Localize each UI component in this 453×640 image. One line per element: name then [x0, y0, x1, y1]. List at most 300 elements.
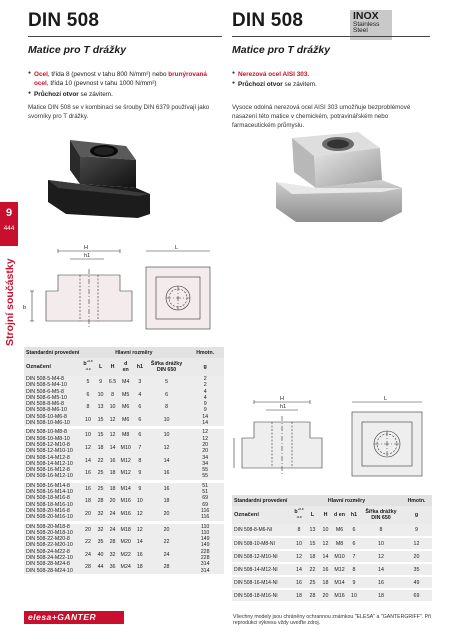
table-cell: M8 — [332, 537, 347, 550]
table-cell: 22 — [306, 563, 319, 576]
cell-value: 16 — [136, 551, 143, 558]
cell-value: 28 — [97, 498, 104, 505]
table-row — [232, 524, 432, 537]
table-cell: 15 — [306, 537, 319, 550]
table-cell-L — [95, 483, 107, 521]
table-cell-d — [119, 376, 133, 426]
bold-text: Průchozí otvor — [238, 81, 283, 89]
table-cell-L — [95, 524, 107, 574]
cell-value: M16 — [120, 498, 131, 505]
description-right: Vysoce odolná nerezová ocel AISI 303 umožňuje bezproblémové nasazení této matice v chemickém, potravinářském nebo farmaceutickém průmyslu. — [232, 104, 411, 129]
cell-value: 18 — [109, 470, 116, 477]
cell-value: 10 — [85, 416, 91, 423]
cell-value: 314 — [200, 567, 210, 574]
cell-value: M5 — [122, 391, 130, 398]
list-item — [232, 70, 430, 79]
cell-value: DIN 508-20-M16-8 — [26, 507, 70, 514]
table-cell-d — [119, 524, 133, 574]
col-g: g — [186, 358, 224, 376]
cell-value: 4 — [138, 391, 142, 398]
cell-value: 9 — [99, 379, 103, 385]
table-cell-b — [81, 524, 94, 574]
table-cell: M10 — [332, 550, 347, 563]
col-d — [332, 506, 347, 524]
table-cell: M6 — [332, 524, 347, 537]
cell-value: 12 — [109, 416, 116, 423]
cell-value: DIN 508-10-M8-10 — [26, 435, 70, 442]
col-b — [81, 358, 94, 376]
cell-value: DIN 508-18-M16-10 — [26, 501, 73, 508]
stainless-t-nut-photo — [262, 126, 412, 234]
table-cell-d — [119, 429, 133, 479]
cell-value: DIN 508-8-M6-8 — [26, 401, 64, 408]
table-cell-b — [81, 376, 94, 426]
cell-value: DIN 508-22-M20-8 — [26, 536, 70, 543]
table-cell: 12 — [361, 550, 401, 563]
table-cell: 18 — [319, 576, 332, 589]
cell-value: DIN 508-6-M5-10 — [26, 394, 67, 401]
cell-value: 6 — [138, 432, 142, 439]
cell-value: 9 — [203, 407, 207, 414]
table-cell: 14 — [292, 563, 306, 576]
col-b-label: b — [83, 361, 87, 367]
dim-label-L: L — [384, 396, 388, 402]
cell-value: 12 — [202, 429, 209, 436]
cell-value: 24 — [163, 551, 170, 558]
cell-value: 314 — [200, 561, 210, 568]
table-cell: 6 — [347, 524, 361, 537]
col-code: Označení — [232, 506, 292, 524]
cell-value: 15 — [97, 416, 104, 423]
table-cell: 12 — [319, 537, 332, 550]
cell-value: 18 — [97, 444, 104, 451]
table-cell: 8 — [292, 524, 306, 537]
table-cell: 10 — [292, 537, 306, 550]
cell-value: 20 — [163, 526, 170, 533]
cell-value: 16 — [109, 457, 116, 464]
table-cell-b — [81, 483, 94, 521]
subtitle-right: Matice pro T drážky — [232, 44, 331, 56]
cell-value: 40 — [97, 551, 104, 558]
cell-value: DIN 508-10-M6-10 — [26, 420, 70, 427]
steel-t-nut-photo — [30, 130, 160, 230]
cell-value: M16 — [120, 510, 131, 517]
cell-value: 5 — [165, 379, 169, 385]
cell-value: DIN 508-14-M12-8 — [26, 454, 70, 461]
cell-value: 18 — [163, 498, 170, 505]
chapter-tab — [0, 202, 18, 246]
cell-value: M20 — [120, 539, 131, 546]
cell-value: DIN 508-28-M24-10 — [26, 567, 73, 574]
table-cell: 16 — [319, 563, 332, 576]
table-row — [232, 537, 432, 550]
cell-value: 149 — [200, 536, 210, 543]
cell-value: 20 — [85, 526, 91, 533]
col-L: L — [306, 506, 319, 524]
cell-value: 20 — [85, 510, 91, 517]
cell-value: 22 — [97, 457, 104, 464]
table-cell-codes — [24, 483, 81, 521]
table-cell: 16 — [292, 576, 306, 589]
cell-value: 14 — [163, 457, 170, 464]
dim-label-h1: h1 — [280, 404, 287, 410]
left-dimension-table — [24, 347, 224, 574]
cell-value: DIN 508-5-M4-10 — [26, 382, 67, 389]
cell-value: 22 — [85, 539, 91, 546]
table-cell-g — [186, 429, 224, 479]
cell-value: 12 — [136, 526, 143, 533]
bold-text: Nerezová ocel AISI 303. — [238, 71, 310, 78]
cell-value: 6 — [138, 416, 142, 423]
cell-value: 13 — [97, 404, 104, 411]
cell-value: 9 — [203, 401, 207, 408]
table-cell: 18 — [292, 589, 306, 602]
cell-value: 6 — [86, 391, 90, 398]
col-e-label: en — [122, 367, 129, 373]
table-cell-codes — [24, 524, 81, 574]
cell-value: DIN 508-12-M10-10 — [26, 448, 73, 455]
table-cell-H — [107, 429, 119, 479]
cell-value: 18 — [109, 485, 116, 492]
cell-value: 20 — [163, 510, 170, 517]
cell-value: 32 — [97, 526, 104, 533]
table-cell: 49 — [401, 576, 432, 589]
table-cell: 20 — [319, 589, 332, 602]
cell-value: 14 — [202, 420, 209, 427]
technical-drawing-right — [232, 392, 432, 484]
table-cell-H — [107, 524, 119, 574]
table-cell: 8 — [361, 524, 401, 537]
cell-value: 2 — [203, 382, 207, 389]
dim-label-h1: h1 — [84, 253, 91, 259]
list-text: se závitem. — [282, 81, 317, 89]
cell-value: 34 — [202, 460, 209, 467]
table-cell: 9 — [401, 524, 432, 537]
table-cell: DIN 508-10-M8-NI — [232, 537, 292, 550]
cell-value: 35 — [97, 539, 104, 546]
cell-value: 4 — [203, 388, 207, 395]
cell-value: 10 — [136, 498, 143, 505]
cell-value: 55 — [202, 473, 209, 480]
table-cell: 12 — [401, 537, 432, 550]
table-cell: 9 — [347, 576, 361, 589]
col-b-label: b — [294, 509, 298, 515]
cell-value: 12 — [163, 444, 170, 451]
col-H: H — [319, 506, 332, 524]
cell-value: DIN 508-10-M8-8 — [26, 429, 67, 436]
cell-value: 110 — [200, 529, 210, 536]
table-cell: M12 — [332, 563, 347, 576]
cell-value: DIN 508-5-M4-8 — [26, 376, 64, 382]
table-cell: 10 — [361, 537, 401, 550]
table-cell: DIN 508-12-M10-NI — [232, 550, 292, 563]
inox-badge-label: INOX — [353, 10, 379, 22]
table-cell: 12 — [292, 550, 306, 563]
cell-value: DIN 508-20-M18-10 — [26, 529, 73, 536]
cell-value: 2 — [203, 376, 207, 382]
table-cell: DIN 508-14-M12-NI — [232, 563, 292, 576]
table-cell-codes — [24, 376, 81, 426]
cell-value: 55 — [202, 467, 209, 474]
cell-value: 24 — [109, 510, 116, 517]
bold-text: Ocel — [34, 71, 48, 78]
table-cell-h1 — [133, 429, 147, 479]
cell-value: 116 — [200, 514, 210, 521]
cell-value: DIN 508-22-M20-10 — [26, 542, 73, 549]
table-cell: 6 — [347, 537, 361, 550]
cell-value: DIN 508-14-M12-10 — [26, 460, 73, 467]
table-cell-codes — [24, 429, 81, 479]
cell-value: 20 — [202, 441, 209, 448]
cell-value: DIN 508-16-M14-10 — [26, 489, 73, 496]
list-item — [232, 80, 430, 89]
table-cell-h1 — [133, 483, 147, 521]
cell-value: DIN 508-10-M6-8 — [26, 413, 67, 420]
col-main: Hlavní rozměry — [81, 347, 186, 358]
dim-label-H: H — [280, 396, 284, 402]
cell-value: 15 — [97, 432, 104, 439]
table-row — [232, 576, 432, 589]
table-row — [232, 589, 432, 602]
col-mass: Hmotn. — [186, 347, 224, 358]
description-left: Matice DIN 508 se v kombinaci se šrouby DIN 6379 používají jako svorníky pro T drážky. — [28, 104, 210, 120]
bold-text: brunýrovaná ocel — [34, 71, 207, 88]
col-width: Šířka drážky DIN 650 — [147, 358, 187, 376]
cell-value: 110 — [200, 523, 210, 530]
table-cell-b — [81, 429, 94, 479]
table-cell-h1 — [133, 376, 147, 426]
cell-value: DIN 508-24-M22-10 — [26, 555, 73, 562]
table-cell: 14 — [361, 563, 401, 576]
cell-value: 14 — [109, 444, 116, 451]
cell-value: 18 — [136, 564, 143, 571]
cell-value: 69 — [202, 495, 209, 502]
dim-label-L: L — [175, 245, 179, 251]
cell-value: M22 — [120, 551, 131, 558]
cell-value: 28 — [109, 539, 116, 546]
cell-value: 16 — [163, 485, 170, 492]
table-cell: 7 — [347, 550, 361, 563]
table-cell: 10 — [319, 524, 332, 537]
dim-label-H: H — [84, 245, 88, 251]
cell-value: DIN 508-12-M10-8 — [26, 441, 70, 448]
feature-list-left — [28, 70, 222, 100]
cell-value: M6 — [122, 404, 130, 411]
cell-value: DIN 508-20-M16-10 — [26, 514, 73, 521]
list-text: , třída 8 (pevnost v tahu 800 N/mm²) nebo — [47, 71, 169, 78]
cell-value: 9 — [138, 485, 142, 492]
cell-value: 14 — [136, 539, 143, 546]
col-b — [292, 506, 306, 524]
cell-value: 8 — [86, 404, 90, 411]
cell-value: M4 — [122, 379, 130, 385]
cell-value: 16 — [85, 485, 91, 492]
cell-value: 24 — [85, 551, 91, 558]
table-cell-L — [95, 429, 107, 479]
table-cell-w — [147, 524, 187, 574]
col-d-label: d — [334, 512, 338, 518]
cell-value: M24 — [120, 564, 131, 571]
table-row — [24, 524, 224, 574]
cell-value: 22 — [163, 539, 170, 546]
col-h1: h1 — [347, 506, 361, 524]
cell-value: M12 — [120, 470, 131, 477]
cell-value: 8 — [165, 404, 169, 411]
cell-value: 14 — [85, 457, 91, 464]
table-cell-h1 — [133, 524, 147, 574]
table-cell: 69 — [401, 589, 432, 602]
col-std: Standardní provedení — [24, 347, 81, 358]
col-g: g — [401, 506, 432, 524]
col-width: Šířka drážky DIN 650 — [361, 506, 401, 524]
table-cell: DIN 508-18-M16-NI — [232, 589, 292, 602]
cell-value: DIN 508-16-M14-8 — [26, 482, 70, 489]
dim-label-b: b — [23, 305, 27, 311]
cell-value: 9 — [138, 470, 142, 477]
table-cell-d — [119, 483, 133, 521]
list-item — [28, 90, 222, 99]
table-cell: DIN 508-16-M14-NI — [232, 576, 292, 589]
table-cell: 13 — [306, 524, 319, 537]
inox-badge-sub2: Steel — [353, 27, 368, 34]
cell-value: 18 — [85, 498, 91, 505]
table-cell-w — [147, 483, 187, 521]
cell-value: 12 — [85, 444, 91, 451]
cell-value: DIN 508-20-M18-8 — [26, 523, 70, 530]
cell-value: M12 — [120, 457, 131, 464]
table-cell-H — [107, 376, 119, 426]
header-rule-left — [28, 36, 222, 37]
table-cell: 28 — [306, 589, 319, 602]
cell-value: 228 — [200, 548, 210, 555]
header-rule-right — [232, 36, 430, 37]
cell-value: 6 — [138, 404, 142, 411]
col-h1: h1 — [133, 358, 147, 376]
table-row — [24, 429, 224, 479]
col-L: L — [95, 358, 107, 376]
table-cell: 25 — [306, 576, 319, 589]
col-code: Označení — [24, 358, 81, 376]
cell-value: 10 — [97, 391, 104, 398]
subtitle-left: Matice pro T drážky — [28, 44, 127, 56]
cell-value: 51 — [202, 482, 209, 489]
table-cell-g — [186, 376, 224, 426]
page-title-right: DIN 508 — [232, 10, 304, 31]
table-cell: 18 — [361, 589, 401, 602]
table-row — [24, 483, 224, 521]
cell-value: M18 — [120, 526, 131, 533]
footer-note: Všechny modely jsou chráněny ochrannou známkou "ELESA" a "GANTERGRIFF". Při reprodukci výkresu vždy uveďte zdroj. — [233, 614, 431, 626]
cell-value: 32 — [97, 510, 104, 517]
right-dimension-table — [232, 495, 432, 603]
cell-value: M6 — [122, 416, 130, 423]
cell-value: 6 — [165, 391, 169, 398]
col-b-tol: +0.0 -0.3 — [85, 359, 93, 371]
cell-value: DIN 508-24-M22-8 — [26, 548, 70, 555]
cell-value: 8 — [111, 391, 115, 398]
cell-value: 16 — [163, 470, 170, 477]
cell-value: 10 — [163, 432, 170, 439]
list-text: se závitem. — [78, 90, 113, 98]
table-cell: M14 — [332, 576, 347, 589]
col-d — [119, 358, 133, 376]
col-b-tol: +0.0 -0.3 — [296, 507, 304, 519]
cell-value: DIN 508-28-M24-8 — [26, 561, 70, 568]
cell-value: 28 — [163, 564, 170, 571]
cell-value: 12 — [136, 510, 143, 517]
table-cell-w — [147, 429, 187, 479]
cell-value: 36 — [109, 564, 116, 571]
table-cell: 20 — [401, 550, 432, 563]
col-main: Hlavní rozměry — [292, 495, 401, 506]
brand-logo: elesa+GANTER — [24, 611, 124, 624]
table-cell: DIN 508-8-M6-NI — [232, 524, 292, 537]
cell-value: 16 — [85, 470, 91, 477]
table-row — [24, 376, 224, 426]
table-cell: 10 — [347, 589, 361, 602]
table-cell: M16 — [332, 589, 347, 602]
cell-value: 24 — [109, 526, 116, 533]
col-H: H — [107, 358, 119, 376]
list-text: , třída 10 (pevnost v tahu 1000 N/mm²) — [46, 80, 157, 88]
cell-value: 116 — [200, 507, 210, 514]
cell-value: 14 — [202, 413, 209, 420]
table-cell-g — [186, 483, 224, 521]
cell-value: 228 — [200, 555, 210, 562]
cell-value: 25 — [97, 470, 104, 477]
cell-value: 5 — [86, 379, 90, 385]
col-std: Standardní provedení — [232, 495, 292, 506]
cell-value: 44 — [97, 564, 104, 571]
cell-value: 34 — [202, 454, 209, 461]
cell-value: 4 — [203, 394, 207, 401]
table-cell-g — [186, 524, 224, 574]
page-title-left: DIN 508 — [28, 10, 100, 31]
cell-value: DIN 508-18-M16-8 — [26, 495, 70, 502]
cell-value: 3 — [138, 379, 142, 385]
cell-value: 7 — [138, 444, 142, 451]
cell-value: DIN 508-6-M5-8 — [26, 388, 64, 395]
cell-value: 20 — [202, 448, 209, 455]
cell-value: 149 — [200, 542, 210, 549]
cell-value: 12 — [109, 432, 116, 439]
cell-value: 69 — [202, 501, 209, 508]
table-cell: 35 — [401, 563, 432, 576]
inox-badge-sub1: Stainless — [353, 20, 380, 28]
col-e-label: en — [338, 512, 345, 518]
technical-drawing-left — [20, 245, 220, 335]
list-item — [28, 70, 222, 89]
cell-value: 20 — [109, 498, 116, 505]
cell-value: M8 — [122, 432, 130, 439]
cell-value: 8 — [138, 457, 142, 464]
table-row — [232, 563, 432, 576]
cell-value: 28 — [85, 564, 91, 571]
table-cell-H — [107, 483, 119, 521]
section-title-vertical: Strojní součástky — [4, 258, 16, 346]
table-cell: 18 — [306, 550, 319, 563]
bold-text: Průchozí otvor — [34, 90, 79, 98]
table-cell-L — [95, 376, 107, 426]
cell-value: DIN 508-16-M12-8 — [26, 467, 70, 474]
col-mass: Hmotn. — [401, 495, 432, 506]
cell-value: DIN 508-8-M6-10 — [26, 407, 67, 414]
table-cell-w — [147, 376, 187, 426]
cell-value: 6.5 — [108, 379, 117, 385]
cell-value: M10 — [120, 444, 131, 451]
cell-value: 10 — [85, 432, 91, 439]
cell-value: 10 — [109, 404, 116, 411]
